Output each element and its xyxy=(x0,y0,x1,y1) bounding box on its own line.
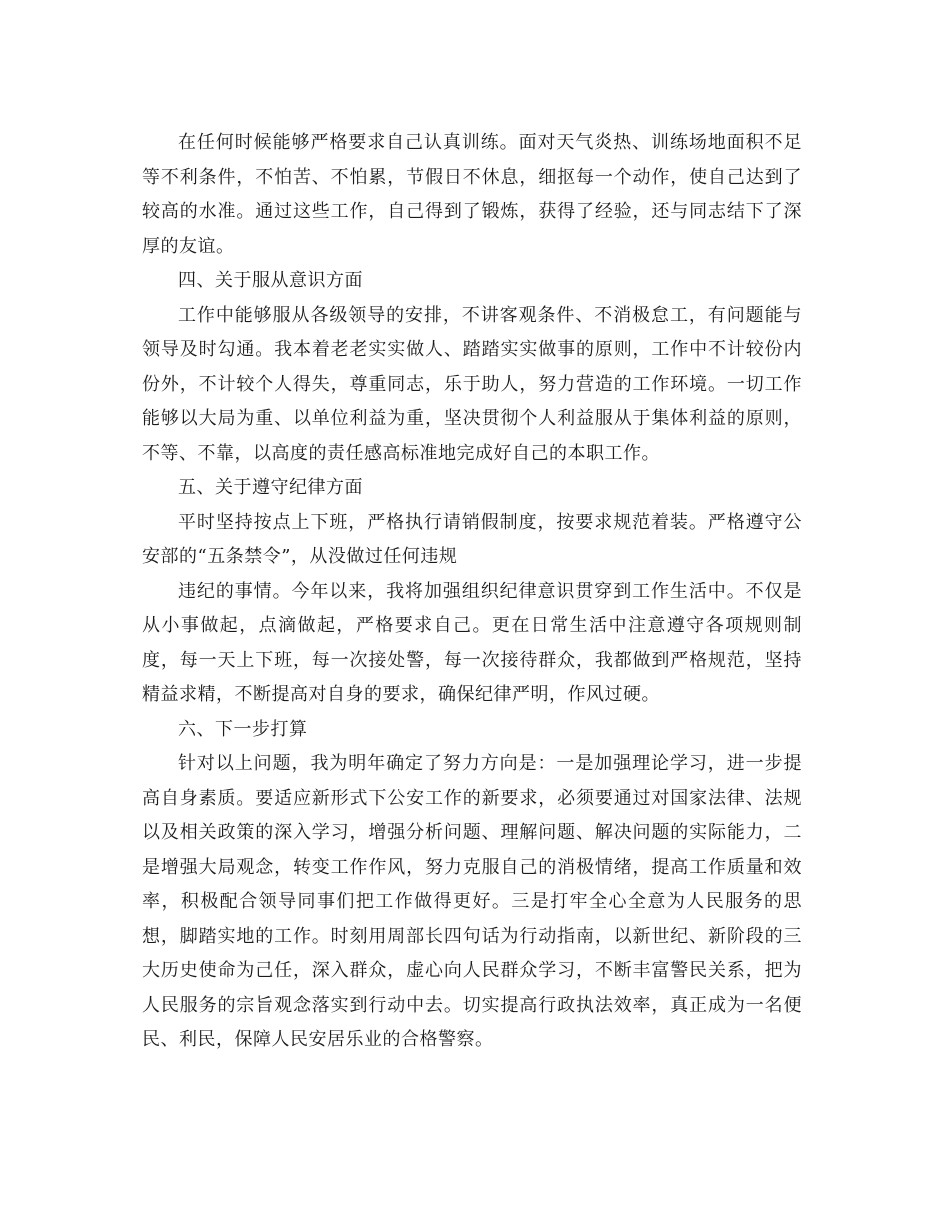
heading-obedience: 四、关于服从意识方面 xyxy=(178,270,363,291)
paragraph-discipline-2: 违纪的事情。今年以来，我将加强组织纪律意识贯穿到工作生活中。不仅是从小事做起，点滴做起，严格要求自己。更在日常生活中注意遵守各项规则制度，每一天上下班，每一次接处警，每一次接待群众，我都做到严格规范，坚持精益求精，不断提高对自身的要求，确保纪律严明，作风过硬。 xyxy=(142,580,802,705)
paragraph-next-plan: 针对以上问题，我为明年确定了努力方向是：一是加强理论学习，进一步提高自身素质。要适应新形式下公安工作的新要求，必须要通过对国家法律、法规以及相关政策的深入学习，增强分析问题、理解问题、解决问题的实际能力，二是增强大局观念，转变工作作风，努力克服自己的消极情绪，提高工作质量和效率，积极配合领导同事们把工作做得更好。三是打牢全心全意为人民服务的思想，脚踏实地的工作。时刻用周部长四句话为行动指南，以新世纪、新阶段的三大历史使命为己任，深入群众，虚心向人民群众学习，不断丰富警民关系，把为人民服务的宗旨观念落实到行动中去。切实提高行政执法效率，真正成为一名便民、利民，保障人民安居乐业的合格警察。 xyxy=(142,753,802,1050)
heading-next-plan: 六、下一步打算 xyxy=(178,718,308,740)
paragraph-training: 在任何时候能够严格要求自己认真训练。面对天气炎热、训练场地面积不足等不利条件，不怕苦、不怕累，节假日不休息，细抠每一个动作，使自己达到了较高的水准。通过这些工作，自己得到了锻炼，获得了经验，还与同志结下了深厚的友谊。 xyxy=(142,132,802,257)
paragraph-discipline-1: 平时坚持按点上下班，严格执行请销假制度，按要求规范着装。严格遵守公安部的“五条禁令”，从没做过任何违规 xyxy=(142,511,802,567)
document-body xyxy=(142,126,802,1058)
paragraph-obedience: 工作中能够服从各级领导的安排，不讲客观条件、不消极怠工，有问题能与领导及时勾通。我本着老老实实做人、踏踏实实做事的原则，工作中不计较份内份外，不计较个人得失，尊重同志，乐于助人，努力营造的工作环境。一切工作能够以大局为重、以单位利益为重，坚决贯彻个人利益服从于集体利益的原则，不等、不靠，以高度的责任感高标准地完成好自己的本职工作。 xyxy=(142,304,802,464)
heading-discipline: 五、关于遵守纪律方面 xyxy=(178,477,363,498)
